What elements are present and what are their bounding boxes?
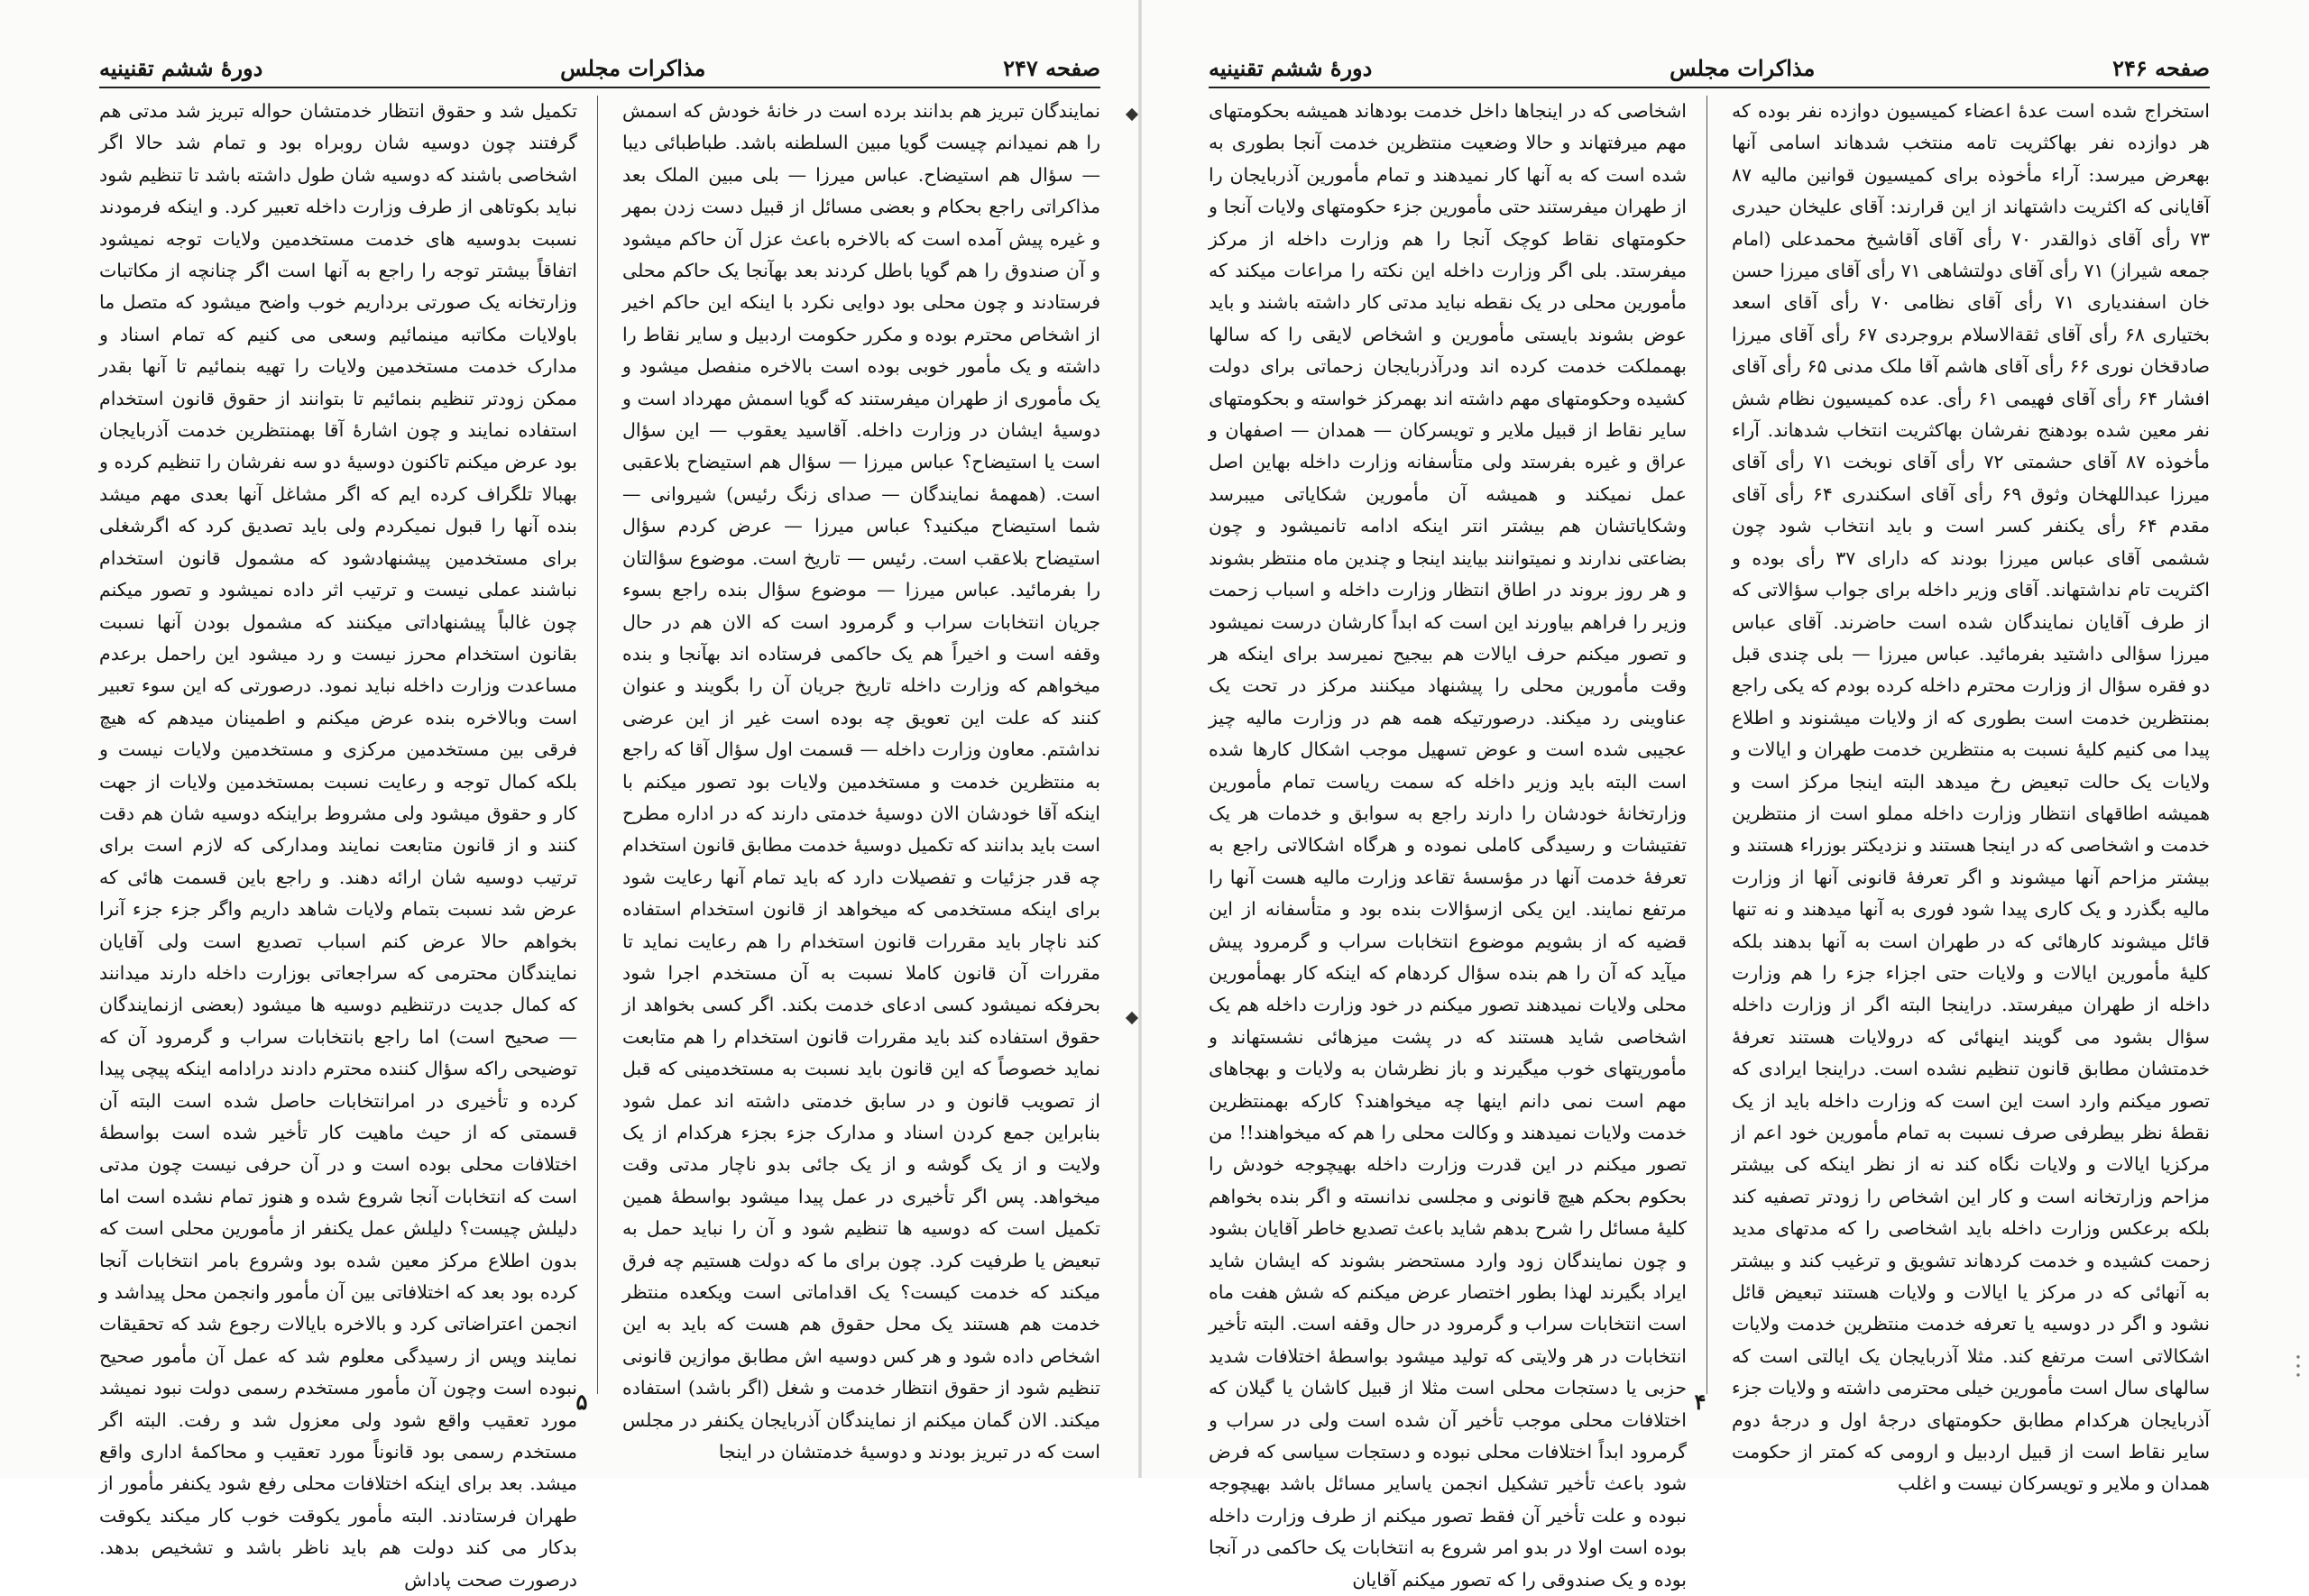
column-text: نمایندگان تبریز هم بدانند برده است در خانهٔ خودش که اسمش را هم نمیدانم چیست گویا مبین السلطنه باشد. طباطبائی دیبا — سؤال هم استیضاح. عباس میرزا — بلی مبین الملک بعد مذاکراتی راجع بحکام و بعضی مسائل از قبیل دست زدن بمهر و غیره پیش آمده است که بالاخره باعث عزل آن حاکم میشود و آن صندوق را هم گویا باطل کردند بعد بهآنجا یک حاکم محلی فرستادند و چون محلی بود دوایی نکرد با اینکه این حاکم اخیر از اشخاص محترم بوده و مکرر حکومت اردبیل و سایر نقاط را داشته و یک مأمور خوبی بوده است بالاخره منفصل میشود و یک مأموری از طهران میفرستند که گویا اسمش مهرداد است و دوسیهٔ ایشان در وزارت داخله. آقاسید یعقوب — این سؤال است یا استیضاح؟ عباس میرزا — سؤال هم استیضاح بلاعقبی است. (همهمهٔ نمایندگان — صدای زنگ رئیس) شیروانی — شما استیضاح میکنید؟ عباس میرزا — عرض کردم سؤال استیضاح بلاعقب است. رئیس — تاریخ است. موضوع سؤالتان را بفرمائید. عباس میرزا — موضوع سؤال بنده راجع بسوء جریان انتخابات سراب و گرمرود است که الان هم در حال وقفه است و اخیراً هم یک حاکمی فرستاده اند بهآنجا و بنده میخواهم که وزارت داخله تاریخ جریان آن را بگویند و عنوان کنند که علت این تعویق چه بوده است غیر از این عرضی نداشتم. معاون وزارت داخله — قسمت اول سؤال آقا که راجع به منتظرین خدمت و مستخدمین ولایات بود تصور میکنم با اینکه آقا خودشان الان دوسیهٔ خدمتی دارند که در اداره مطرح است باید بدانند که تکمیل دوسیهٔ خدمت مطابق قانون استخدام چه قدر جزئیات و تفصیلات دارد که باید تمام آنها رعایت شود برای اینکه مستخدمی که میخواهد از قانون استخدام استفاده کند ناچار باید مقررات قانون استخدام را هم رعایت نماید تا مقررات آن قانون کاملا نسبت به آن مستخدم اجرا شود بحرفکه نمیشود کسی ادعای خدمت بکند. اگر کسی بخواهد از حقوق استفاده کند باید مقررات قانون استخدام را هم متابعت نماید خصوصاً که این قانون باید نسبت به مستخدمینی که قبل از تصویب قانون و در سابق خدمتی داشته اند عمل شود بنابراین جمع کردن اسناد و مدارک جزء بجزء هرکدام از یک ولایت و از یک گوشه و از یک جائی بدو ناچار مدتی وقت میخواهد. پس اگر تأخیری در عمل پیدا میشود بواسطهٔ همین تکمیل است که دوسیه ها تنظیم شود و آن را نباید حمل به تبعیض یا طرفیت کرد. چون برای ما که دولت هستیم چه فرق میکند که خدمت کیست؟ یک اقداماتی است ویکعده منتظر خدمت هم هستند یک محل حقوق هم هست که باید به این اشخاص داده شود و هر کس دوسیه اش مطابق موازین قانونی تنظیم شود از حقوق انتظار خدمت و شغل (اگر باشد) استفاده میکند. الان گمان میکنم از نمایندگان آذربایجان یکنفر در مجلس است که در تبریز بودند و دوسیهٔ خدمتشان در اینجا xyxy=(622,100,1100,1463)
column-text: اشخاصی که در اینجاها داخل خدمت بودهاند همیشه بحکومتهای مهم میرفتهاند و حالا وضعیت منتظرین خدمت آنجا بطوری به شده است که به آنها کار نمیدهند و تمام مأمورین آذربایجان را از طهران میفرستند حتی مأمورین جزء حکومتهای ولایات آنجا و حکومتهای نقاط کوچک آنجا را هم وزارت داخله از مرکز میفرستد. بلی اگر وزارت داخله این نکته را مراعات میکند که مأمورین محلی در یک نقطه نباید مدتی کار داشته باشند و باید عوض بشوند بایستی مأمورین و اشخاص لایقی را که سالها بهمملکت خدمت کرده اند ودرآذربایجان زحماتی برای دولت کشیده وحکومتهای مهم داشته اند بهمرکز خواسته و بحکومتهای سایر نقاط از قبیل ملایر و تویسرکان — همدان — اصفهان و عراق و غیره بفرستد ولی متأسفانه وزارت داخله بهاین اصل عمل نمیکند و همیشه آن مأمورین شکایاتی میبرسد وشکایاتشان هم بیشتر انتر اینکه ادامه تانمیشود و چون بضاعتی ندارند و نمیتوانند بیایند اینجا و چندین ماه منتظر بشوند و هر روز بروند در اطاق انتظار وزارت داخله و اسباب زحمت وزیر را فراهم بیاورند این است که ابداً کارشان درست نمیشود و تصور میکنم حرف ایالات هم بیجیح نمیرسد برای اینکه هر وقت مأمورین محلی را پیشنهاد میکنند مرکز در تحت یک عناوینی رد میکند. درصورتیکه همه هم در وزارت مالیه چیز عجیبی شده است و عوض تسهیل موجب اشکال کارها شده است البته باید وزیر داخله که سمت ریاست تمام مأمورین وزارتخانهٔ خودشان را دارند راجع به سوابق و خدمات هر یک تفتیشات و رسیدگی کاملی نموده و هرگاه اشکالاتی راجع به تعرفهٔ خدمت آنها در مؤسسهٔ تقاعد وزارت مالیه هست آنها را مرتفع نمایند. این یکی ازسؤالات بنده بود و متأسفانه از این قضیه که از بشویم موضوع انتخابات سراب و گرمرود پیش میآید که آن را هم بنده سؤال کردهام که اینکه کار بهمأمورین محلی ولایات نمیدهند تصور میکنم در خود وزارت داخله هم یک اشخاصی شاید هستند که در پشت میزهائی نشستهاند و مأموریتهای خوب میگیرند و باز نظرشان به ولایات و بهجاهای مهم است نمی دانم اینها چه میخواهند؟ کارکه بهمنتظرین خدمت ولایات نمیدهند و وکالت محلی را هم که میخواهند!! من تصور میکنم در این قدرت وزارت داخله بهیچوجه خودش را بحکوم بحکم هیچ قانونی و مجلسی ندانسته و اگر بنده بخواهم کلیهٔ مسائل را شرح بدهم شاید باعث تصدیع خاطر آقایان بشود و چون نمایندگان زود وارد مستحضر بشوند که ایشان شاید ایراد بگیرند لهذا بطور اختصار عرض میکنم که شش هفت ماه است انتخابات سراب و گرمرود در حال وقفه است. البته تأخیر انتخابات در هر ولایتی که تولید میشود بواسطهٔ اختلافات شدید حزبی یا دستجات محلی است مثلا از قبیل کاشان یا گیلان که اختلافات محلی موجب تأخیر آن شده است ولی در سراب و گرمرود ابداً اختلافات محلی نبوده و دستجات سیاسی که فرض شود باعث تأخیر تشکیل انجمن یاسایر مسائل باشد بهیچوجه نبوده و علت تأخیر آن فقط تصور میکنم از طرف وزارت داخله بوده است اولا در بدو امر شروع به انتخابات یک حاکمی در آنجا بوده و یک صندوقی را که تصور میکنم آقایان xyxy=(1209,100,1687,1591)
column-right xyxy=(1732,96,2211,1495)
session-title: دورهٔ ششم تقنینیه xyxy=(99,54,263,81)
column-divider xyxy=(1706,96,1707,1394)
page-label: صفحه ۲۴۷ xyxy=(1003,54,1100,81)
column-text: استخراج شده است عدهٔ اعضاء کمیسیون دوازده نفر بوده که هر دوازده نفر بهاکثریت تامه منتخب شدهاند اسامی آنها بهعرض میرسد: آراء مأخوذه برای کمیسیون قوانین مالیه ۸۷ آقایانی که اکثریت داشتهاند از این قرارند: آقای علیخان حیدری ۷۳ رأی آقای ذوالقدر ۷۰ رأی آقای آقاشیخ محمدعلی (امام جمعه شیراز) ۷۱ رأی آقای دولتشاهی ۷۱ رأی آقای میرزا حسن خان اسفندیاری ۷۱ رأی آقای نظامی ۷۰ رأی آقای اسعد بختیاری ۶۸ رأی آقای ثقةالاسلام بروجردی ۶۷ رأی آقای میرزا صادقخان نوری ۶۶ رأی آقای هاشم آقا ملک مدنی ۶۵ رأی آقای افشار ۶۴ رأی آقای فهیمی ۶۱ رأی. عده کمیسیون نظام شش نفر معین شده بودهنج نفرشان بهاکثریت انتخاب شدهاند. آراء مأخوذه ۸۷ آقای حشمتی ۷۲ رأی آقای نوبخت ۷۱ رأی آقای میرزا عبداللهخان وثوق ۶۹ رأی آقای اسکندری ۶۴ رأی آقای مقدم ۶۴ رأی یکنفر کسر است و باید انتخاب شود چون ششمی آقای عباس میرزا بودند که دارای ۳۷ رأی بوده و اکثریت تام نداشتهاند. آقای وزیر داخله برای جواب سؤالاتی که از طرف آقایان نمایندگان شده است حاضرند. آقای عباس میرزا سؤالی داشتید بفرمائید. عباس میرزا — بلی چندی قبل دو فقره سؤال از وزارت محترم داخله کرده بودم که یکی راجع بمنتظرین خدمت است بطوری که از ولایات میشنوند و اطلاع پیدا می کنیم کلیهٔ نسبت به منتظرین خدمت طهران و ایالات و ولایات یک حالت تبعیض رخ میدهد البته اینجا مرکز است و همیشه اطاقهای انتظار وزارت داخله مملو است از منتظرین خدمت و اشخاصی که در اینجا هستند و نزدیکتر بوزراء هستند و بیشتر مزاحم آنها میشوند و اگر تعرفهٔ قانونی آنها از وزارت مالیه بگذرد و یک کاری پیدا شود فوری به آنها میدهند و نه تنها قائل میشوند کارهائی که در طهران است به آنها بدهند بلکه کلیهٔ مأمورین ایالات و ولایات حتی اجزاء جزء را هم وزارت داخله از طهران میفرستد. دراینجا البته اگر از وزارت داخله سؤال بشود می گویند اینهائی که درولایات هستند تعرفهٔ خدمتشان مطابق قانون تنظیم نشده است. دراینجا ایرادی که تصور میکنم وارد است این است که وزارت داخله باید از یک نقطهٔ نظر بیطرفی صرف نسبت به تمام مأمورین خود اعم از مرکزیا ایالات و ولایات نگاه کند نه از نظر اینکه کی بیشتر مزاحم وزارتخانه است و کار این اشخاص را زودتر تصفیه کند بلکه برعکس وزارت داخله باید اشخاصی را که مدتهای مدید زحمت کشیده و خدمت کردهاند تشویق و ترغیب کند و بیشتر به آنهائی که در مرکز یا ایالات و ولایات هستند تبعیض قائل نشود و اگر در دوسیه یا تعرفه خدمت منتظرین خدمت ولایات اشکالاتی است مرتفع کند. مثلا آذربایجان یک ایالتی است که سالهای سال است مأمورین خیلی محترمی داشته و ولایات جزء آذربایجان هرکدام مطابق حکومتهای درجهٔ اول و درجهٔ دوم سایر نقاط است از قبیل اردبیل و ارومی که کمتر از حکومت همدان و ملایر و تویسرکان نیست و اغلب xyxy=(1732,100,2211,1495)
header-center-title: مذاکرات مجلس xyxy=(1670,54,1816,81)
page-number: ۵ xyxy=(575,1389,588,1415)
header-center-title: مذاکرات مجلس xyxy=(560,54,706,81)
text-columns xyxy=(99,96,1100,1591)
column-divider xyxy=(597,96,598,1394)
page-246 xyxy=(1209,0,2211,1591)
column-left xyxy=(1209,96,1687,1591)
column-text: تکمیل شد و حقوق انتظار خدمتشان حواله تبریز شد مدتی هم گرفتند چون دوسیه شان روبراه بود و تمام شد حالا اگر اشخاصی باشند که دوسیه شان طول داشته باشد تا تنظیم شود نباید بکوتاهی از طرف وزارت داخله تعبیر کرد. و اینکه فرمودند نسبت بدوسیه های خدمت مستخدمین ولایات توجه نمیشود اتفاقاً بیشتر توجه را راجع به آنها است اگر چنانچه از مکاتبات وزارتخانه یک صورتی برداریم خوب واضح میشود که متصل ما باولایات مکاتبه مینمائیم وسعی می کنیم که تمام اسناد و مدارک خدمت مستخدمین ولایات را تهیه بنمائیم تا آنها بقدر ممکن زودتر تنظیم بنمائیم تا بتوانند از حقوق قانون استخدام استفاده نمایند و چون اشارهٔ آقا بهمنتظرین خدمت آذربایجان بود عرض میکنم تاکنون دوسیهٔ دو سه نفرشان را تنظیم کرده و بهبالا تلگراف کرده ایم که اگر مشاغل آنها بعدی مهم میشد بنده آنها را قبول نمیکردم ولی باید تصدیق کرد که اگرشغلی برای مستخدمین پیشنهادشود که مشمول قانون استخدام نباشند عملی نیست و ترتیب اثر داده نمیشود و تصور میکنم چون غالباً پیشنهاداتی میکنند که مشمول بودن آنها نسبت بقانون استخدام محرز نیست و رد میشود این راحمل برعدم مساعدت وزارت داخله نباید نمود. درصورتی که این سوء تعبیر است وبالاخره بنده عرض میکنم و اطمینان میدهم که هیچ فرقی بین مستخدمین مرکزی و مستخدمین ولایات نیست و بلکه کمال توجه و رعایت نسبت بمستخدمین ولایات از جهت کار و حقوق میشود ولی مشروط براینکه دوسیه شان هم دقت کنند و از قانون متابعت نمایند ومدارکی که لازم است برای ترتیب دوسیه شان ارائه دهند. و راجع باین قسمت هائی که عرض شد نسبت بتمام ولایات شاهد داریم واگر جزء جزء آنرا بخواهم حالا عرض کنم اسباب تصدیع است ولی آقایان نمایندگان محترمی که سراجعاتی بوزارت داخله دارند میدانند که کمال جدیت درتنظیم دوسیه ها میشود (بعضی ازنمایندگان — صحیح است) اما راجع بانتخابات سراب و گرمرود آن که توضیحی راکه سؤال کننده محترم دادند درادامه اینکه پیچی پیدا کرده و تأخیری در امرانتخابات حاصل شده است البته آن قسمتی که از حیث ماهیت کار تأخیر شده است بواسطهٔ اختلافات محلی بوده است و در آن حرفی نیست چون مدتی است که انتخابات آنجا شروع شده و هنوز تمام نشده است اما دلیلش چیست؟ دلیلش عمل یکنفر از مأمورین محلی است که بدون اطلاع مرکز معین شده بود وشروع بامر انتخابات آنجا کرده بود بعد که اختلافاتی بین آن مأمور وانجمن محل پیداشد و انجمن اعتراضاتی کرد و بالاخره بایالات رجوع شد که تحقیقات نمایند وپس از رسیدگی معلوم شد که عمل آن مأمور صحیح نبوده است وچون آن مأمور مستخدم رسمی دولت نبود نمیشد مورد تعقیب واقع شود ولی معزول شد و رفت. البته اگر مستخدم رسمی بود قانوناً مورد تعقیب و محاکمهٔ اداری واقع میشد. بعد برای اینکه اختلافات محلی رفع شود یکنفر مأمور از طهران فرستادند. البته مأمور یکوقت خوب کار میکند یکوقت بدکار می کند دولت هم باید ناظر باشد و تشخیص بدهد. درصورت صحت پاداش xyxy=(99,100,577,1591)
margin-mark xyxy=(1126,1012,1138,1024)
column-right xyxy=(622,96,1100,1463)
page-header xyxy=(1209,52,2210,83)
book-gutter xyxy=(1138,0,1142,1478)
margin-mark xyxy=(1126,108,1138,121)
header-rule xyxy=(99,87,1100,88)
page-header xyxy=(99,52,1100,83)
text-columns xyxy=(1209,96,2211,1591)
page-247 xyxy=(99,0,1100,1591)
column-left xyxy=(99,96,577,1591)
session-title: دورهٔ ششم تقنینیه xyxy=(1209,54,1373,81)
scan-edge-marks: ∙ ∙ ∙ xyxy=(2295,1351,2302,1381)
header-rule xyxy=(1209,87,2210,88)
page-number: ۴ xyxy=(1694,1389,1706,1415)
page-label: صفحه ۲۴۶ xyxy=(2112,54,2210,81)
